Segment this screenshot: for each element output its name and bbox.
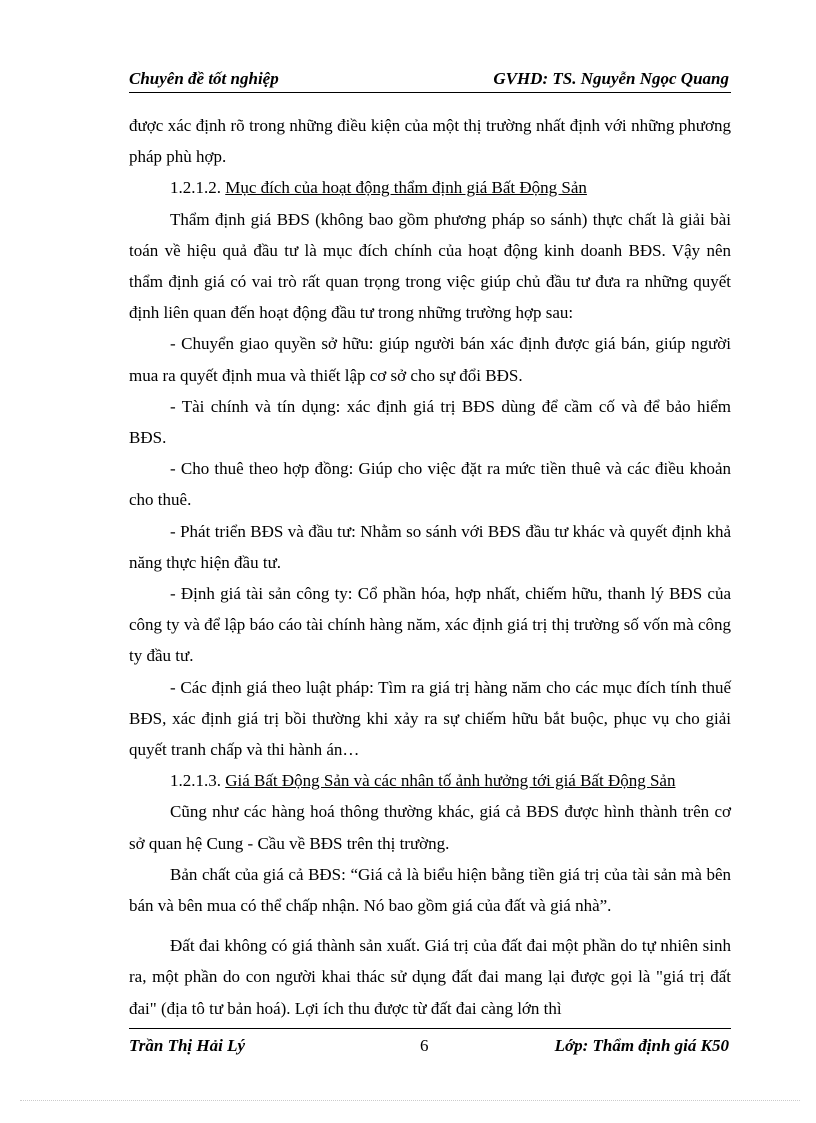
paragraph-continuation: được xác định rõ trong những điều kiện của một thị trường nhất định với những phương pháp phù hợp. [129,116,731,167]
paragraph-supply-demand: Cũng như các hàng hoá thông thường khác, giá cả BĐS được hình thành trên cơ sở quan hệ Cung - Cầu về BĐS trên thị trường. [129,802,731,853]
page-boundary-line [20,1100,800,1101]
header-document-type: Chuyên đề tốt nghiệp [129,69,279,88]
section-heading-1-2-1-2 [129,172,731,203]
section-title: Mục đích của hoạt động thẩm định giá Bất Động Sản [225,178,587,198]
page-footer [129,1028,731,1063]
list-item-legal-valuation: - Các định giá theo luật pháp: Tìm ra giá trị hàng năm cho các mục đích tính thuế BĐS, xác định giá trị bồi thường khi xảy ra sự chiếm hữu bắt buộc, phục vụ cho giải quyết tranh chấp và thi hành án… [129,677,731,760]
paragraph-land-value: Đất đai không có giá thành sản xuất. Giá trị của đất đai một phần do tự nhiên sinh ra, một phần do con người khai thác sử dụng đất đai mang lại được gọi là "giá trị đất đai" (địa tô tư bản hoá). Lợi ích thu được từ đất đai càng lớn thì [129,936,731,1018]
paragraph-purpose-intro: Thẩm định giá BĐS (không bao gồm phương pháp so sánh) thực chất là giải bài toán về hiệu quả đầu tư là mục đích chính của hoạt động kinh doanh BĐS. Vậy nên thẩm định giá có vai trò rất quan trọng trong việc giúp chủ đầu tư đưa ra những quyết định liên quan đến hoạt động đầu tư trong những trường hợp sau: [129,209,731,323]
footer-author: Trần Thị Hải Lý [129,1036,246,1055]
paragraph-price-nature: Bản chất của giá cả BĐS: “Giá cả là biểu hiện bằng tiền giá trị của tài sản mà bên bán và bên mua có thể chấp nhận. Nó bao gồm giá của đất và giá nhà”. [129,864,731,916]
list-item-development-investment: - Phát triển BĐS và đầu tư: Nhằm so sánh với BĐS đầu tư khác và quyết định khả năng thực hiện đầu tư. [129,521,731,572]
list-item-finance-credit: - Tài chính và tín dụng: xác định giá trị BĐS dùng để cầm cố và để bảo hiểm BĐS. [129,396,731,448]
page-body [129,110,731,1024]
page-header [129,66,731,93]
list-item-ownership-transfer: - Chuyển giao quyền sở hữu: giúp người bán xác định được giá bán, giúp người mua ra quyết định mua và thiết lập cơ sở cho sự đổi BĐS. [129,334,731,385]
section-number: 1.2.1.3. [170,771,221,791]
section-heading-1-2-1-3 [129,765,731,796]
section-title: Giá Bất Động Sản và các nhân tố ảnh hưởng tới giá Bất Động Sản [225,771,676,791]
header-supervisor: GVHD: TS. Nguyễn Ngọc Quang [493,69,729,88]
list-item-lease: - Cho thuê theo hợp đồng: Giúp cho việc đặt ra mức tiền thuê và các điều khoản cho thuê. [129,459,731,510]
section-number: 1.2.1.2. [170,178,221,198]
footer-class: Lớp: Thẩm định giá K50 [554,1036,729,1055]
page-number: 6 [420,1036,429,1055]
list-item-company-assets: - Định giá tài sản công ty: Cổ phần hóa, hợp nhất, chiếm hữu, thanh lý BĐS của công ty và để lập báo cáo tài chính hàng năm, xác định giá trị thị trường số vốn mà công ty đầu tư. [129,584,731,666]
